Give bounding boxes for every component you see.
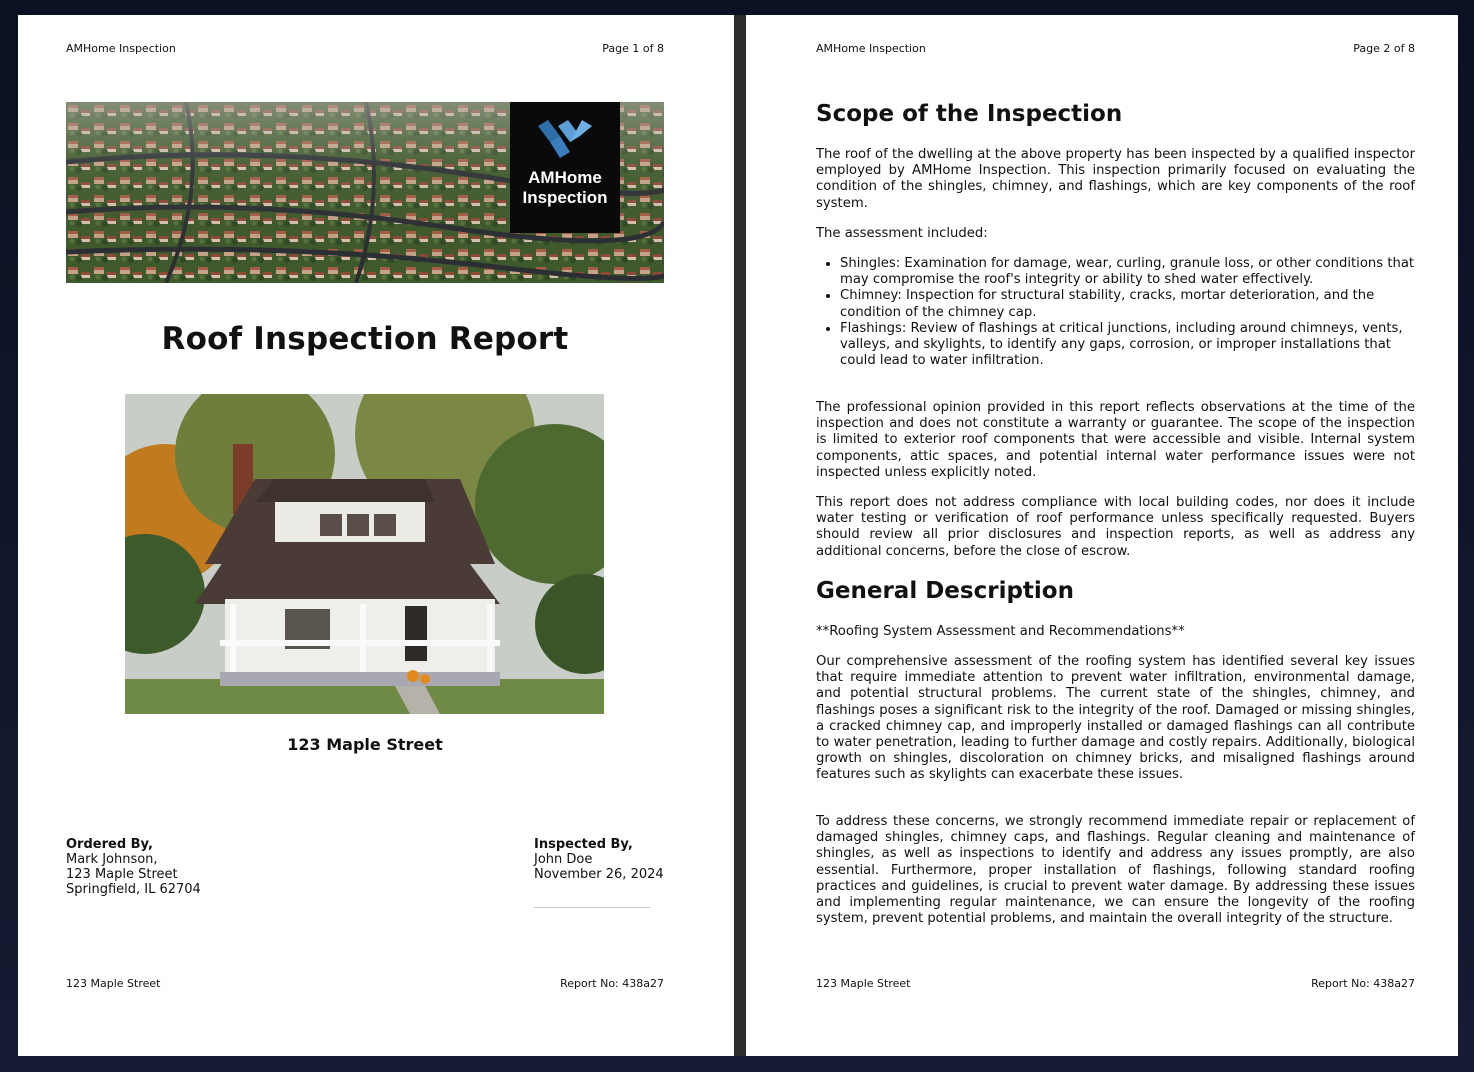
general-subtitle: **Roofing System Assessment and Recommendations** — [816, 624, 1185, 639]
general-paragraph-2: To address these concerns, we strongly recommend immediate repair or replacement of damaged shingles, chimney caps, and flashings. Regular cleaning and maintenance of shingles, as well as inspections to identify and address any issues promptly, are also essential. Furthermore, proper installation of flashings, following standard roofing practices and guidelines, is crucial to prevent water damage. By addressing these issues and implementing regular maintenance, we can ensure the longevity of the roofing system, prevent potential problems, and maintain the overall integrity of the structure. — [816, 814, 1415, 927]
page-divider — [734, 15, 746, 1056]
ordered-by-street: 123 Maple Street — [66, 867, 178, 882]
aerial-neighborhood-banner — [66, 102, 664, 283]
scope-paragraph-2: The assessment included: — [816, 226, 988, 241]
ordered-by-label: Ordered By, — [66, 837, 153, 852]
house-image — [125, 394, 604, 714]
page-2 — [746, 15, 1458, 1056]
scope-paragraph-1: The roof of the dwelling at the above property has been inspected by a qualified inspector employed by AMHome Inspection. This inspection primarily focused on evaluating the condition of the shingles, chimney, and flashings, which are key components of the roof system. — [816, 147, 1415, 211]
logo-mark-icon — [536, 118, 594, 158]
footer-report-number: Report No: 438a27 — [560, 977, 664, 990]
ordered-by-city: Springfield, IL 62704 — [66, 882, 201, 897]
page-1 — [18, 15, 734, 1056]
footer-address: 123 Maple Street — [66, 977, 161, 990]
scope-paragraph-3: The professional opinion provided in this report reflects observations at the time of the inspection and does not constitute a warranty or guarantee. The scope of the inspection is limited to exterior roof components that were accessible and visible. Internal system components, attic spaces, and potential internal water performance issues were not inspected unless explicitly noted. — [816, 400, 1415, 480]
company-logo — [510, 102, 620, 233]
footer-address: 123 Maple Street — [816, 977, 911, 990]
list-item: • Flashings: Review of flashings at critical junctions, including around chimneys, vents, valleys, and skylights, to identify any gaps, corrosion, or improper installations that could lead to water infiltration. — [840, 321, 1415, 370]
ordered-by-block — [66, 837, 201, 897]
property-address: 123 Maple Street — [287, 735, 443, 754]
general-paragraph-1: Our comprehensive assessment of the roofing system has identified several key issues that require immediate attention to prevent water infiltration, environmental damage, and potential structural problems. The current state of the shingles, chimney, and flashings poses a significant risk to the integrity of the roof. Damaged or missing shingles, a cracked chimney cap, and improperly installed or damaged flashings can all contribute to water penetration, leading to further damage and costly repairs. Additionally, biological growth on shingles, discoloration on chimney bricks, and misaligned flashings around features such as skylights can exacerbate these issues. — [816, 654, 1415, 783]
scope-list — [816, 256, 1415, 369]
scope-heading: Scope of the Inspection — [816, 101, 1123, 127]
inspected-by-label: Inspected By, — [534, 837, 633, 852]
signature-line — [534, 907, 650, 908]
list-item: • Shingles: Examination for damage, wear, curling, granule loss, or other conditions that may compromise the roof's integrity or ability to shed water effectively. — [840, 256, 1415, 288]
inspected-by-block — [534, 837, 664, 882]
house-photo — [125, 394, 604, 714]
inspector-name: John Doe — [534, 852, 593, 867]
logo-text: AMHome Inspection — [522, 168, 608, 207]
header-company: AMHome Inspection — [66, 42, 176, 55]
inspection-date: November 26, 2024 — [534, 867, 664, 882]
scope-paragraph-4: This report does not address compliance with local building codes, nor does it include water testing or verification of roof performance unless specifically requested. Buyers should review all prior disclosures and inspection reports, as well as address any additional concerns, before the close of escrow. — [816, 495, 1415, 559]
ordered-by-name: Mark Johnson, — [66, 852, 158, 867]
header-page-number: Page 2 of 8 — [1353, 42, 1415, 55]
report-title: Roof Inspection Report — [161, 321, 569, 357]
footer-report-number: Report No: 438a27 — [1311, 977, 1415, 990]
list-item: • Chimney: Inspection for structural stability, cracks, mortar deterioration, and the condition of the chimney cap. — [840, 288, 1415, 320]
header-company: AMHome Inspection — [816, 42, 926, 55]
general-heading: General Description — [816, 578, 1074, 604]
header-page-number: Page 1 of 8 — [602, 42, 664, 55]
